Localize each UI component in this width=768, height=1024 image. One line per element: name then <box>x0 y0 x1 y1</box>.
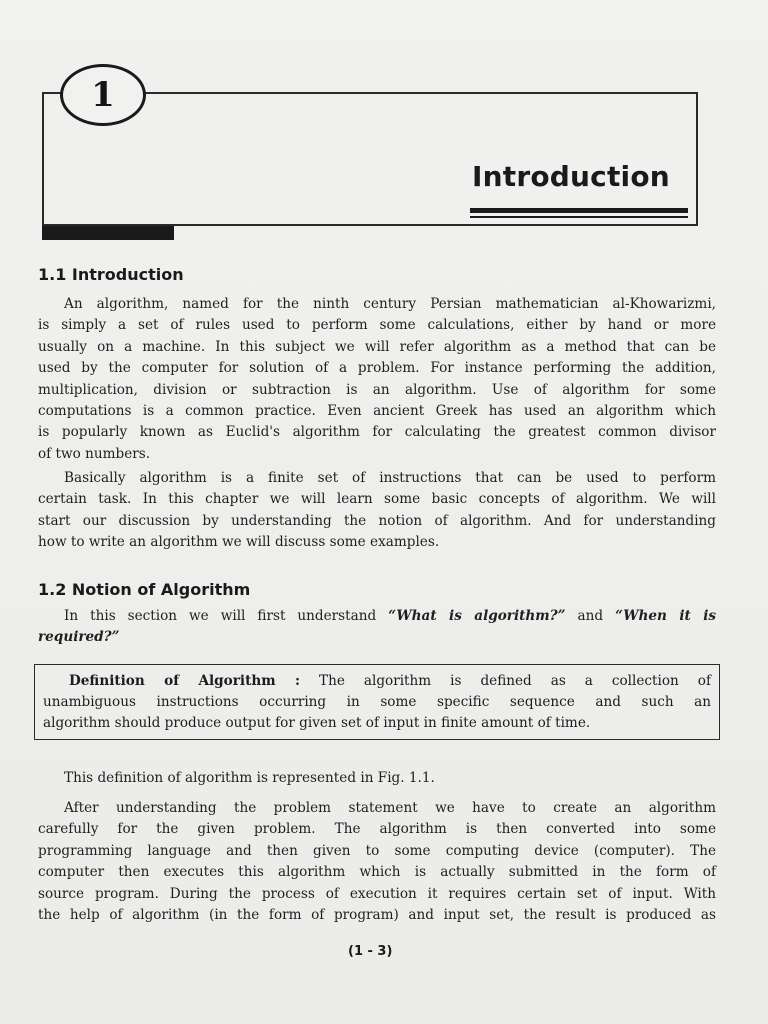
text-line: used by the computer for solution of a problem. For instance performing the addition, <box>38 360 716 377</box>
text-line <box>38 627 716 648</box>
page-number: (1 - 3) <box>348 944 393 959</box>
paragraph-1-2-intro <box>38 606 716 649</box>
text-line: carefully for the given problem. The algorithm is then converted into some <box>38 821 716 838</box>
definition-text: The algorithm is defined as a collection of <box>319 673 711 689</box>
intro-prefix: In this section we will first understand <box>64 608 377 624</box>
chapter-number-badge <box>60 64 146 126</box>
text-line: of two numbers. <box>38 445 151 462</box>
text-line: This definition of algorithm is represented in Fig. 1.1. <box>64 770 435 786</box>
question-when-required-cont: required?” <box>38 629 120 646</box>
text-line: unambiguous instructions occurring in some specific sequence and such an <box>43 694 711 710</box>
text-line: is popularly known as Euclid's algorithm for calculating the greatest common divisor <box>38 424 716 441</box>
text-line: is simply a set of rules used to perform some calculations, either by hand or more <box>38 317 716 334</box>
chapter-header-bar <box>42 226 174 240</box>
text-line: programming language and then given to some computing device (computer). The <box>38 842 716 859</box>
text-line: Basically algorithm is a finite set of instructions that can be used to perform <box>64 470 716 486</box>
text-line: start our discussion by understanding the notion of algorithm. And for understanding <box>38 512 716 529</box>
text-line: An algorithm, named for the ninth century Persian mathematician al-Khowarizmi, <box>64 296 716 312</box>
title-underline-thick <box>470 208 688 213</box>
title-underline-thin <box>470 216 688 218</box>
section-heading-1-1: 1.1 Introduction <box>38 265 184 284</box>
paragraph-1-1-b <box>38 468 716 554</box>
text-line <box>43 671 711 692</box>
section-heading-1-2: 1.2 Notion of Algorithm <box>38 580 251 599</box>
paragraph-1-1-a <box>38 294 716 465</box>
text-line: algorithm should produce output for given set of input in finite amount of time. <box>43 715 591 731</box>
paragraph-fig-reference <box>38 768 716 789</box>
chapter-title: Introduction <box>472 160 670 193</box>
paragraph-1-2-after <box>38 798 716 926</box>
intro-and: and <box>577 608 604 624</box>
chapter-number: 1 <box>91 75 115 115</box>
text-line: computer then executes this algorithm which is actually submitted in the form of <box>38 864 716 881</box>
question-what-is-algorithm: “What is algorithm?” <box>388 608 566 624</box>
text-line: computations is a common practice. Even ancient Greek has used an algorithm which <box>38 403 716 420</box>
text-line: After understanding the problem statement we have to create an algorithm <box>64 800 716 816</box>
text-line: multiplication, division or subtraction is an algorithm. Use of algorithm for some <box>38 381 716 398</box>
text-line: usually on a machine. In this subject we will refer algorithm as a method that can be <box>38 338 716 355</box>
text-line: certain task. In this chapter we will learn some basic concepts of algorithm. We will <box>38 491 716 508</box>
definition-box <box>34 664 720 740</box>
question-when-required: “When it is <box>615 608 717 624</box>
definition-label: Definition of Algorithm : <box>69 673 301 689</box>
chapter-header-frame <box>42 92 698 226</box>
text-line <box>38 606 716 627</box>
text-line: how to write an algorithm we will discuss some examples. <box>38 534 440 551</box>
text-line: source program. During the process of execution it requires certain set of input. With <box>38 885 716 902</box>
text-line: the help of algorithm (in the form of program) and input set, the result is produced as <box>38 907 716 924</box>
